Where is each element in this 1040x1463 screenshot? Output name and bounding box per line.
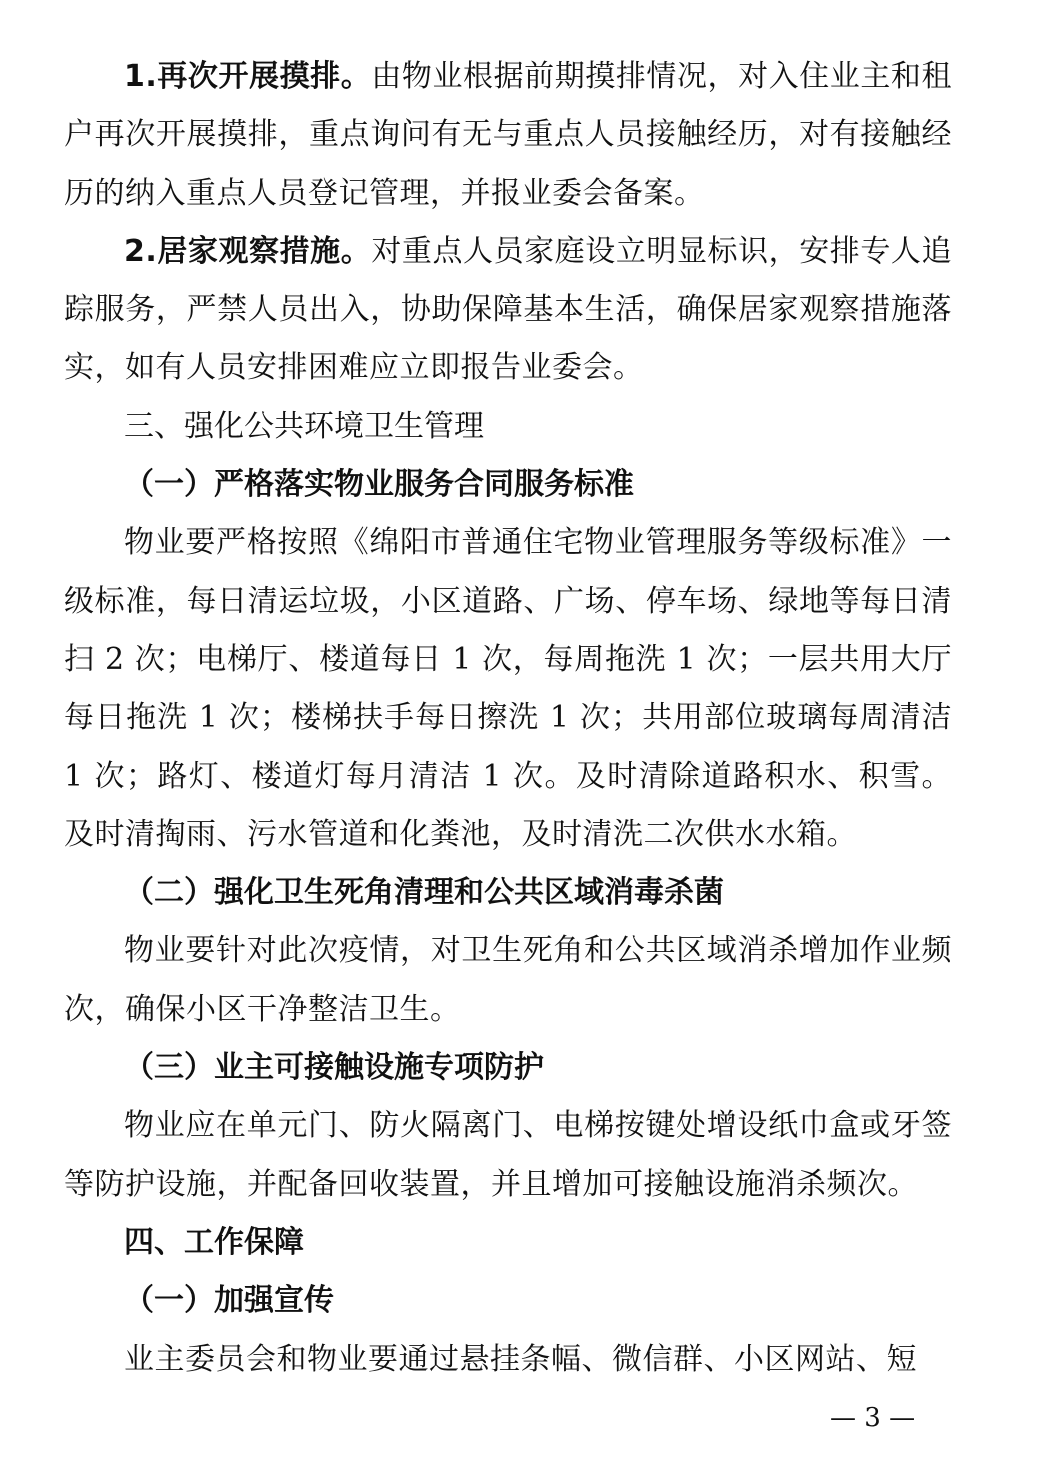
subsection-heading-3-3: （三）业主可接触设施专项防护 <box>124 1050 544 1086</box>
section-heading-4: 四、工作保障 <box>124 1224 304 1260</box>
paragraph-contact-protection: 物业应在单元门、防火隔离门、电梯按键处增设纸巾盒或牙签等防护设施，并配备回收装置，并且增加可接触设施消杀频次。 <box>64 1108 952 1202</box>
subsection-heading-3-1: （一）严格落实物业服务合同服务标准 <box>124 467 634 503</box>
paragraph-recheck <box>64 48 952 223</box>
paragraph-disinfection: 物业要针对此次疫情，对卫生死角和公共区域消杀增加作业频次，确保小区干净整洁卫生。 <box>64 933 952 1027</box>
subsection-heading-4-1: （一）加强宣传 <box>124 1283 334 1319</box>
paragraph-publicity: 业主委员会和物业要通过悬挂条幅、微信群、小区网站、短 <box>124 1341 917 1377</box>
subsection-heading-3-2: （二）强化卫生死角清理和公共区域消毒杀菌 <box>124 875 724 911</box>
section-heading-3: 三、强化公共环境卫生管理 <box>124 408 484 444</box>
document-body <box>64 48 952 1389</box>
paragraph-home-observation <box>64 223 952 398</box>
paragraph-lead: 2.居家观察措施。 <box>124 233 372 269</box>
paragraph-lead: 1.再次开展摸排。 <box>124 59 372 94</box>
paragraph-service-standard: 物业要严格按照《绵阳市普通住宅物业管理服务等级标准》一级标准，每日清运垃圾，小区道路、广场、停车场、绿地等每日清扫 2 次；电梯厅、楼道每日 1 次，每周拖洗 1 次；一层共用大厅每日拖洗 1 次；楼梯扶手每日擦洗 1 次；共用部位玻璃每周清洁 1 次；路灯、楼道灯每月清洁 1 次。及时清除道路积水、积雪。及时清掏雨、污水管道和化粪池，及时清洗二次供水水箱。 <box>64 525 952 852</box>
paragraph-text: 对重点人员家庭设立明显标识，安排专人追踪服务，严禁人员出入，协助保障基本生活，确保居家观察措施落实，如有人员安排困难应立即报告业委会。 <box>64 233 953 386</box>
page-number: — 3 — <box>830 1403 916 1433</box>
paragraph-text: 由物业根据前期摸排情况，对入住业主和租户再次开展摸排，重点询问有无与重点人员接触经历，对有接触经历的纳入重点人员登记管理，并报业委会备案。 <box>64 59 953 211</box>
